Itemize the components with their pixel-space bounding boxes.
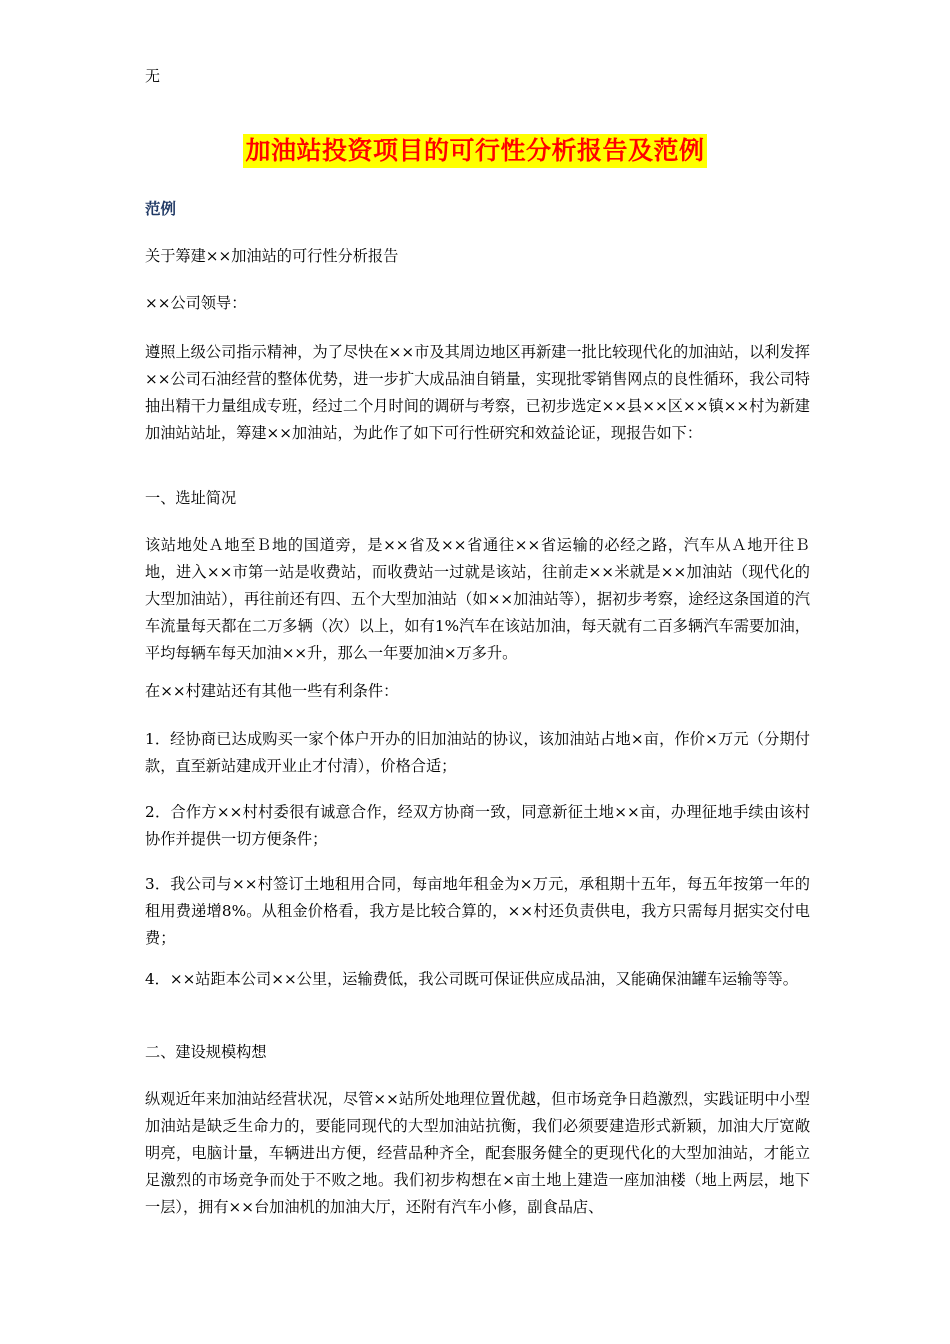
advantage-item-3: 3．我公司与××村签订土地租用合同，每亩地年租金为×万元，承租期十五年，每五年按第一年的租用费递增8%。从租金价格看，我方是比较合算的，××村还负责供电，我方只需每月据实交付电费； <box>145 875 810 947</box>
scale-paragraph: 纵观近年来加油站经营状况，尽管××站所处地理位置优越，但市场竞争日趋激烈，实践证明中小型加油站是缺乏生命力的，要能同现代的大型加油站抗衡，我们必须要建造形式新颖，加油大厅宽敞明亮，电脑计量，车辆进出方便，经营品种齐全，配套服务健全的更现代化的大型加油站，才能立足激烈的市场竞争而处于不败之地。我们初步构想在×亩土地上建造一座加油楼（地上两层，地下一层），拥有××台加油机的加油大厅，还附有汽车小修，副食品店、 <box>145 1090 810 1216</box>
advantage-item-2: 2．合作方××村村委很有诚意合作，经双方协商一致，同意新征土地××亩，办理征地手续由该村协作并提供一切方便条件； <box>145 803 810 848</box>
report-heading-line: 关于筹建××加油站的可行性分析报告 <box>145 247 399 265</box>
intro-paragraph: 遵照上级公司指示精神，为了尽快在××市及其周边地区再新建一批比较现代化的加油站，以利发挥××公司石油经营的整体优势，进一步扩大成品油自销量，实现批零销售网点的良性循环，我公司特抽出精干力量组成专班，经过二个月时间的调研与考察，已初步选定××县××区××镇××村为新建加油站站址，筹建××加油站，为此作了如下可行性研究和效益论证，现报告如下： <box>145 343 810 442</box>
section-heading-scale: 二、建设规模构想 <box>145 1043 267 1061</box>
title-container <box>0 134 950 168</box>
header-mark: 无 <box>145 67 161 85</box>
section-heading-site: 一、选址简况 <box>145 489 237 507</box>
document-title: 加油站投资项目的可行性分析报告及范例 <box>243 134 706 168</box>
site-paragraph: 该站地处Ａ地至Ｂ地的国道旁，是××省及××省通往××省运输的必经之路，汽车从Ａ地开往Ｂ地，进入××市第一站是收费站，而收费站一过就是该站，往前走××米就是××加油站（现代化的大型加油站），再往前还有四、五个大型加油站（如××加油站等），据初步考察，途经这条国道的汽车流量每天都在二万多辆（次）以上，如有1%汽车在该站加油，每天就有二百多辆汽车需要加油，平均每辆车每天加油××升，那么一年要加油×万多升。 <box>145 536 810 662</box>
advantages-intro: 在××村建站还有其他一些有利条件： <box>145 682 399 700</box>
section-subheading: 范例 <box>145 200 177 218</box>
salutation: ××公司领导： <box>145 294 247 312</box>
advantage-item-1: 1．经协商已达成购买一家个体户开办的旧加油站的协议，该加油站占地×亩，作价×万元（分期付款，直至新站建成开业止才付清），价格合适； <box>145 730 810 775</box>
advantage-item-4: 4．××站距本公司××公里，运输费低，我公司既可保证供应成品油，又能确保油罐车运输等等。 <box>145 970 798 988</box>
